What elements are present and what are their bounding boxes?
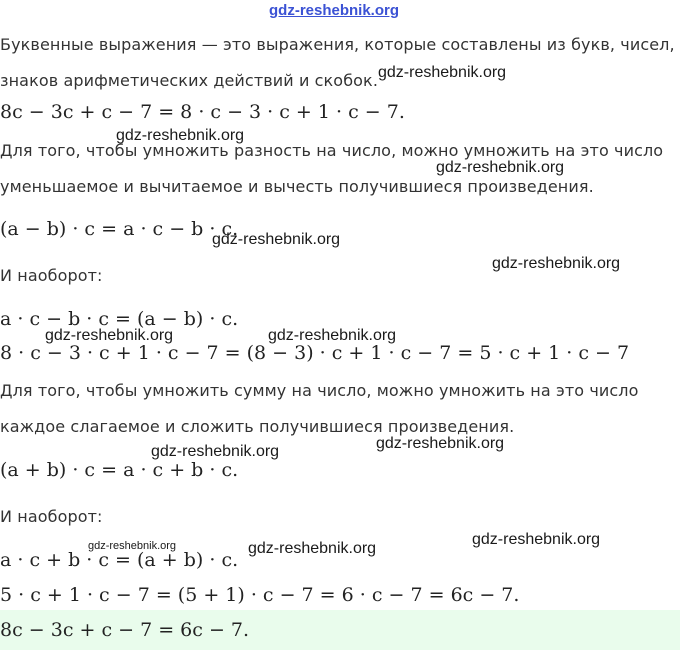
paragraph-difference-rule-line2: уменьшаемое и вычитаемое и вычесть получившиеся произведения. <box>0 177 594 196</box>
paragraph-sum-rule-line2: каждое слагаемое и сложить получившиеся произведения. <box>0 417 515 436</box>
paragraph-definition-line1: Буквенные выражения — это выражения, которые составлены из букв, чисел, <box>0 35 675 54</box>
watermark: gdz-reshebnik.org <box>376 435 505 452</box>
watermark: gdz-reshebnik.org <box>378 64 507 81</box>
formula-expanded: 8c − 3c + c − 7 = 8 · c − 3 · c + 1 · c − 7. <box>0 101 405 123</box>
paragraph-definition-line2: знаков арифметических действий и скобок. <box>0 71 378 90</box>
watermark: gdz-reshebnik.org <box>492 255 621 272</box>
watermark: gdz-reshebnik.org <box>248 540 377 557</box>
watermark: gdz-reshebnik.org <box>151 443 280 460</box>
watermark: gdz-reshebnik.org <box>436 159 565 176</box>
watermark-small: gdz-reshebnik.org <box>88 540 177 552</box>
formula-sum-factored: a · c + b · c = (a + b) · c. <box>0 549 239 571</box>
watermark: gdz-reshebnik.org <box>45 327 174 344</box>
watermark: gdz-reshebnik.org <box>472 531 601 548</box>
paragraph-sum-rule-line1: Для того, чтобы умножить сумму на число, можно умножить на это число <box>0 381 639 400</box>
formula-final-answer: 8c − 3c + c − 7 = 6c − 7. <box>0 619 250 641</box>
formula-step-2: 5 · c + 1 · c − 7 = (5 + 1) · c − 7 = 6 · c − 7 = 6c − 7. <box>0 584 520 606</box>
paragraph-conversely-1: И наоборот: <box>0 266 103 285</box>
watermark-top-link[interactable]: gdz-reshebnik.org <box>269 2 400 19</box>
formula-difference-distributive: (a − b) · c = a · c − b · c. <box>0 218 239 240</box>
formula-sum-distributive: (a + b) · c = a · c + b · c. <box>0 459 239 481</box>
watermark: gdz-reshebnik.org <box>116 127 245 144</box>
watermark: gdz-reshebnik.org <box>268 327 397 344</box>
paragraph-difference-rule-line1: Для того, чтобы умножить разность на число, можно умножить на это число <box>0 141 664 160</box>
watermark: gdz-reshebnik.org <box>212 231 341 248</box>
paragraph-conversely-2: И наоборот: <box>0 507 103 526</box>
formula-difference-factored: a · c − b · c = (a − b) · c. <box>0 308 239 330</box>
formula-step-1: 8 · c − 3 · c + 1 · c − 7 = (8 − 3) · c + 1 · c − 7 = 5 · c + 1 · c − 7 <box>0 342 630 364</box>
